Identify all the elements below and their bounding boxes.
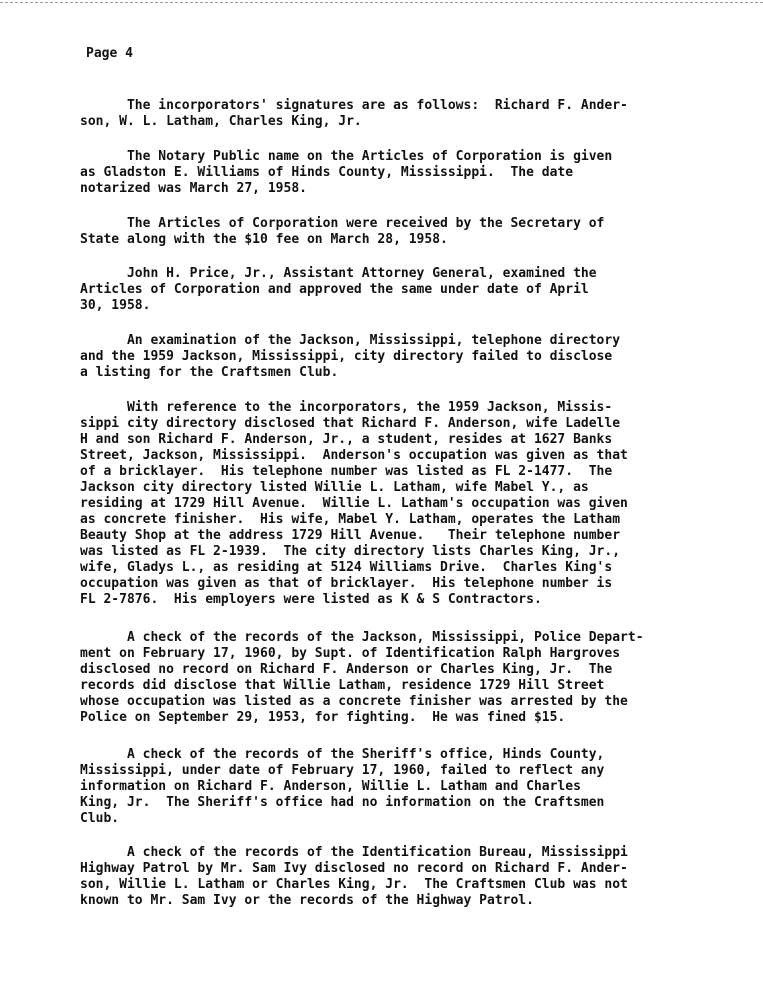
text-line: records did disclose that Willie Latham, residence 1729 Hill Street xyxy=(80,678,605,693)
text-line: With reference to the incorporators, the 1959 Jackson, Missis- xyxy=(80,400,613,415)
paragraph-directory-search xyxy=(80,333,720,381)
text-line: whose occupation was listed as a concrete finisher was arrested by the xyxy=(80,694,628,709)
paragraph-sheriff-records xyxy=(80,747,720,827)
text-line: Articles of Corporation and approved the same under date of April xyxy=(80,282,589,297)
text-line: son, W. L. Latham, Charles King, Jr. xyxy=(80,114,362,129)
text-line: Mississippi, under date of February 17, 1960, failed to reflect any xyxy=(80,763,605,778)
text-line: residing at 1729 Hill Avenue. Willie L. Latham's occupation was given xyxy=(80,496,628,511)
text-line: A check of the records of the Identification Bureau, Mississippi xyxy=(80,845,628,860)
text-line: as Gladston E. Williams of Hinds County, Mississippi. The date xyxy=(80,165,574,180)
text-line: wife, Gladys L., as residing at 5124 Williams Drive. Charles King's xyxy=(80,560,613,575)
paragraph-police-records xyxy=(80,630,720,726)
text-line: as concrete finisher. His wife, Mabel Y. Latham, operates the Latham xyxy=(80,512,621,527)
text-line: A check of the records of the Jackson, Mississippi, Police Depart- xyxy=(80,630,644,645)
text-line: of a bricklayer. His telephone number was listed as FL 2-1477. The xyxy=(80,464,613,479)
text-line: information on Richard F. Anderson, Willie L. Latham and Charles xyxy=(80,779,581,794)
text-line: ment on February 17, 1960, by Supt. of Identification Ralph Hargroves xyxy=(80,646,621,661)
text-line: and the 1959 Jackson, Mississippi, city directory failed to disclose xyxy=(80,349,613,364)
text-line: Police on September 29, 1953, for fighting. He was fined $15. xyxy=(80,710,566,725)
text-line: Highway Patrol by Mr. Sam Ivy disclosed no record on Richard F. Ander- xyxy=(80,861,628,876)
text-line: The Articles of Corporation were received by the Secretary of xyxy=(80,216,605,231)
text-line: 30, 1958. xyxy=(80,298,151,313)
text-line: sippi city directory disclosed that Richard F. Anderson, wife Ladelle xyxy=(80,416,621,431)
text-line: Street, Jackson, Mississippi. Anderson's occupation was given as that xyxy=(80,448,628,463)
text-line: a listing for the Craftsmen Club. xyxy=(80,365,339,380)
text-line: son, Willie L. Latham or Charles King, Jr. The Craftsmen Club was not xyxy=(80,877,628,892)
text-line: A check of the records of the Sheriff's office, Hinds County, xyxy=(80,747,605,762)
text-line: An examination of the Jackson, Mississippi, telephone directory xyxy=(80,333,621,348)
text-line: known to Mr. Sam Ivy or the records of the Highway Patrol. xyxy=(80,893,534,908)
text-line: King, Jr. The Sheriff's office had no information on the Craftsmen xyxy=(80,795,605,810)
paragraph-notary xyxy=(80,149,720,197)
page-number: Page 4 xyxy=(86,46,133,61)
paragraph-highway-patrol-records xyxy=(80,845,720,909)
text-line: The Notary Public name on the Articles of Corporation is given xyxy=(80,149,613,164)
text-line: disclosed no record on Richard F. Anderson or Charles King, Jr. The xyxy=(80,662,613,677)
text-line: notarized was March 27, 1958. xyxy=(80,181,307,196)
text-line: H and son Richard F. Anderson, Jr., a student, resides at 1627 Banks xyxy=(80,432,613,447)
text-line: was listed as FL 2-1939. The city directory lists Charles King, Jr., xyxy=(80,544,621,559)
text-line: John H. Price, Jr., Assistant Attorney General, examined the xyxy=(80,266,597,281)
text-line: The incorporators' signatures are as follows: Richard F. Ander- xyxy=(80,98,628,113)
text-line: Club. xyxy=(80,811,120,826)
paragraph-attorney-general xyxy=(80,266,720,314)
text-line: FL 2-7876. His employers were listed as K & S Contractors. xyxy=(80,592,542,607)
text-line: Beauty Shop at the address 1729 Hill Avenue. Their telephone number xyxy=(80,528,621,543)
paragraph-articles-received xyxy=(80,216,720,248)
page-top-edge xyxy=(0,2,763,3)
text-line: Jackson city directory listed Willie L. Latham, wife Mabel Y., as xyxy=(80,480,589,495)
text-line: occupation was given as that of bricklayer. His telephone number is xyxy=(80,576,613,591)
paragraph-incorporators-details xyxy=(80,400,720,608)
text-line: State along with the $10 fee on March 28, 1958. xyxy=(80,232,448,247)
paragraph-signatures xyxy=(80,98,720,130)
